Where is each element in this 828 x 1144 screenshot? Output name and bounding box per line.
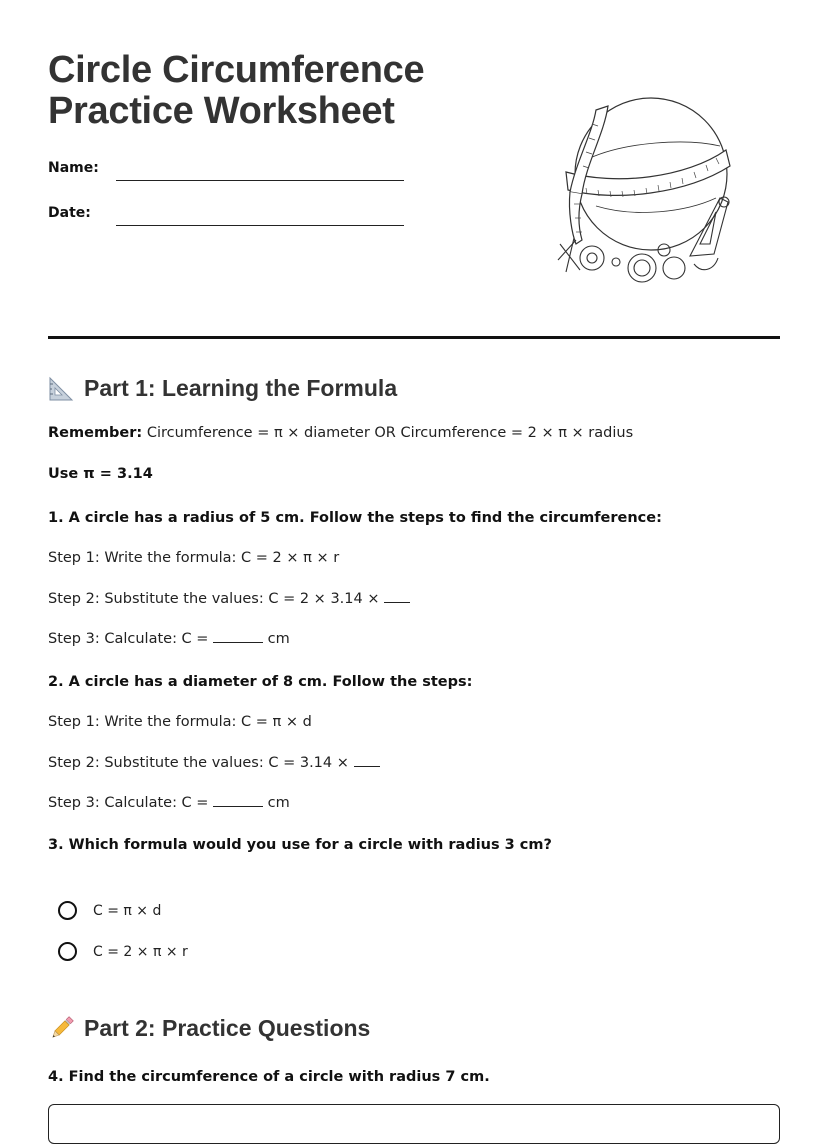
q2-step-2 bbox=[48, 754, 380, 771]
q1-step-3-suffix: cm bbox=[263, 631, 290, 647]
q3-option-1[interactable] bbox=[58, 901, 161, 920]
q1-step-1: Step 1: Write the formula: C = 2 × π × r bbox=[48, 550, 340, 566]
question-2: 2. A circle has a diameter of 8 cm. Follow the steps: bbox=[48, 674, 473, 690]
part2-title-text: Part 2: Practice Questions bbox=[84, 1014, 371, 1041]
q1-step-2-blank[interactable] bbox=[384, 590, 410, 603]
q3-option-2[interactable] bbox=[58, 942, 188, 961]
q2-step-3-prefix: Step 3: Calculate: C = bbox=[48, 795, 214, 811]
remember-text: Circumference = π × diameter OR Circumference = 2 × π × radius bbox=[142, 425, 634, 441]
question-4: 4. Find the circumference of a circle with radius 7 cm. bbox=[48, 1069, 490, 1085]
q1-step-2 bbox=[48, 590, 410, 607]
q2-step-2-text: Step 2: Substitute the values: C = 3.14 × bbox=[48, 755, 354, 771]
q4-answer-box[interactable] bbox=[48, 1104, 780, 1144]
title-line-2: Practice Worksheet bbox=[48, 90, 395, 132]
globe-tape-measure-illustration bbox=[556, 94, 736, 294]
formula-reminder bbox=[48, 425, 633, 441]
page-title bbox=[48, 50, 424, 132]
part2-title bbox=[48, 1014, 370, 1042]
q1-step-3-blank[interactable] bbox=[213, 630, 263, 643]
q3-option-2-label: C = 2 × π × r bbox=[93, 943, 188, 960]
date-label: Date: bbox=[48, 205, 91, 221]
part1-title bbox=[48, 374, 397, 402]
q3-option-1-label: C = π × d bbox=[93, 902, 162, 919]
q2-step-2-blank[interactable] bbox=[354, 754, 380, 767]
title-line-1: Circle Circumference bbox=[48, 49, 425, 91]
q2-step-3 bbox=[48, 794, 290, 811]
question-1: 1. A circle has a radius of 5 cm. Follow the steps to find the circumference: bbox=[48, 510, 662, 526]
q2-step-1: Step 1: Write the formula: C = π × d bbox=[48, 714, 312, 730]
q1-step-3-prefix: Step 3: Calculate: C = bbox=[48, 631, 214, 647]
remember-label: Remember: bbox=[48, 425, 143, 441]
worksheet-page bbox=[48, 0, 780, 1118]
name-field-line[interactable] bbox=[116, 180, 404, 181]
radio-button[interactable] bbox=[58, 901, 77, 920]
section-divider bbox=[48, 336, 780, 339]
pi-note: Use π = 3.14 bbox=[48, 466, 153, 482]
q2-step-3-blank[interactable] bbox=[213, 794, 263, 807]
name-label: Name: bbox=[48, 160, 99, 176]
q2-step-3-suffix: cm bbox=[263, 795, 290, 811]
triangle-ruler-icon bbox=[48, 374, 76, 402]
q1-step-3 bbox=[48, 630, 290, 647]
pencil-icon bbox=[48, 1014, 76, 1042]
q1-step-2-text: Step 2: Substitute the values: C = 2 × 3.14 × bbox=[48, 591, 385, 607]
question-3: 3. Which formula would you use for a circle with radius 3 cm? bbox=[48, 837, 552, 853]
part1-title-text: Part 1: Learning the Formula bbox=[84, 374, 398, 401]
date-field-line[interactable] bbox=[116, 225, 404, 226]
radio-button[interactable] bbox=[58, 942, 77, 961]
